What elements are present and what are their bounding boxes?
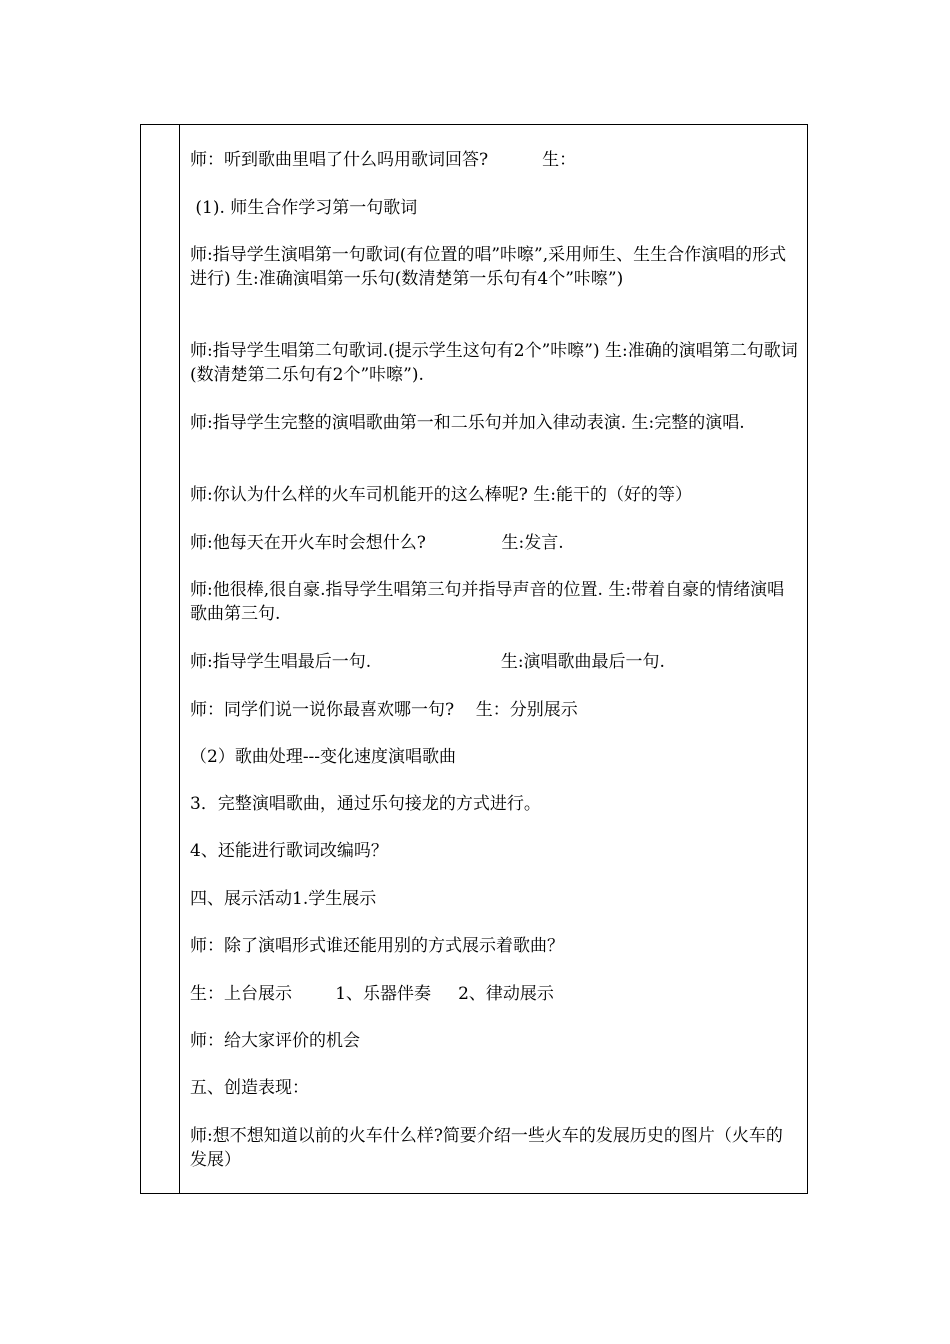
paragraph-19: 师:想不想知道以前的火车什么样?简要介绍一些火车的发展历史的图片（火车的发展） bbox=[190, 1126, 783, 1170]
left-column-cell bbox=[141, 125, 180, 1193]
paragraph-11: （2）歌曲处理---变化速度演唱歌曲 bbox=[190, 747, 457, 767]
paragraph-13: 4、还能进行歌词改编吗？ bbox=[190, 841, 388, 861]
paragraph-6: 师:你认为什么样的火车司机能开的这么棒呢? 生:能干的（好的等） bbox=[190, 485, 692, 505]
paragraph-10: 师：同学们说一说你最喜欢哪一句? 生：分别展示 bbox=[190, 700, 578, 720]
paragraph-15: 师：除了演唱形式谁还能用别的方式展示着歌曲？ bbox=[190, 936, 564, 956]
paragraph-17: 师：给大家评价的机会 bbox=[190, 1031, 360, 1051]
paragraph-3: 师:指导学生演唱第一句歌词(有位置的唱”咔嚓”,采用师生、生生合作演唱的形式进行) 生:准确演唱第一乐句(数清楚第一乐句有4个”咔嚓”) bbox=[190, 245, 787, 289]
paragraph-18: 五、创造表现： bbox=[190, 1078, 309, 1098]
paragraph-5: 师:指导学生完整的演唱歌曲第一和二乐句并加入律动表演. 生:完整的演唱. bbox=[190, 413, 745, 433]
lesson-table bbox=[140, 124, 808, 1194]
paragraph-9: 师:指导学生唱最后一句. 生:演唱歌曲最后一句. bbox=[190, 652, 665, 672]
paragraph-8: 师:他很棒,很自豪.指导学生唱第三句并指导声音的位置. 生:带着自豪的情绪演唱歌曲第三句. bbox=[190, 580, 785, 624]
paragraph-14: 四、展示活动1.学生展示 bbox=[190, 889, 377, 909]
paragraph-12: 3．完整演唱歌曲，通过乐句接龙的方式进行。 bbox=[190, 794, 541, 814]
paragraph-2: (1). 师生合作学习第一句歌词 bbox=[190, 198, 418, 218]
paragraph-7: 师:他每天在开火车时会想什么? 生:发言. bbox=[190, 533, 564, 553]
paragraph-16: 生：上台展示 1、乐器伴奏 2、律动展示 bbox=[190, 984, 554, 1004]
paragraph-4: 师:指导学生唱第二句歌词.(提示学生这句有2个”咔嚓”) 生:准确的演唱第二句歌词(数清楚第二乐句有2个”咔嚓”). bbox=[190, 341, 798, 385]
paragraph-1: 师：听到歌曲里唱了什么吗用歌词回答? 生： bbox=[190, 150, 577, 170]
